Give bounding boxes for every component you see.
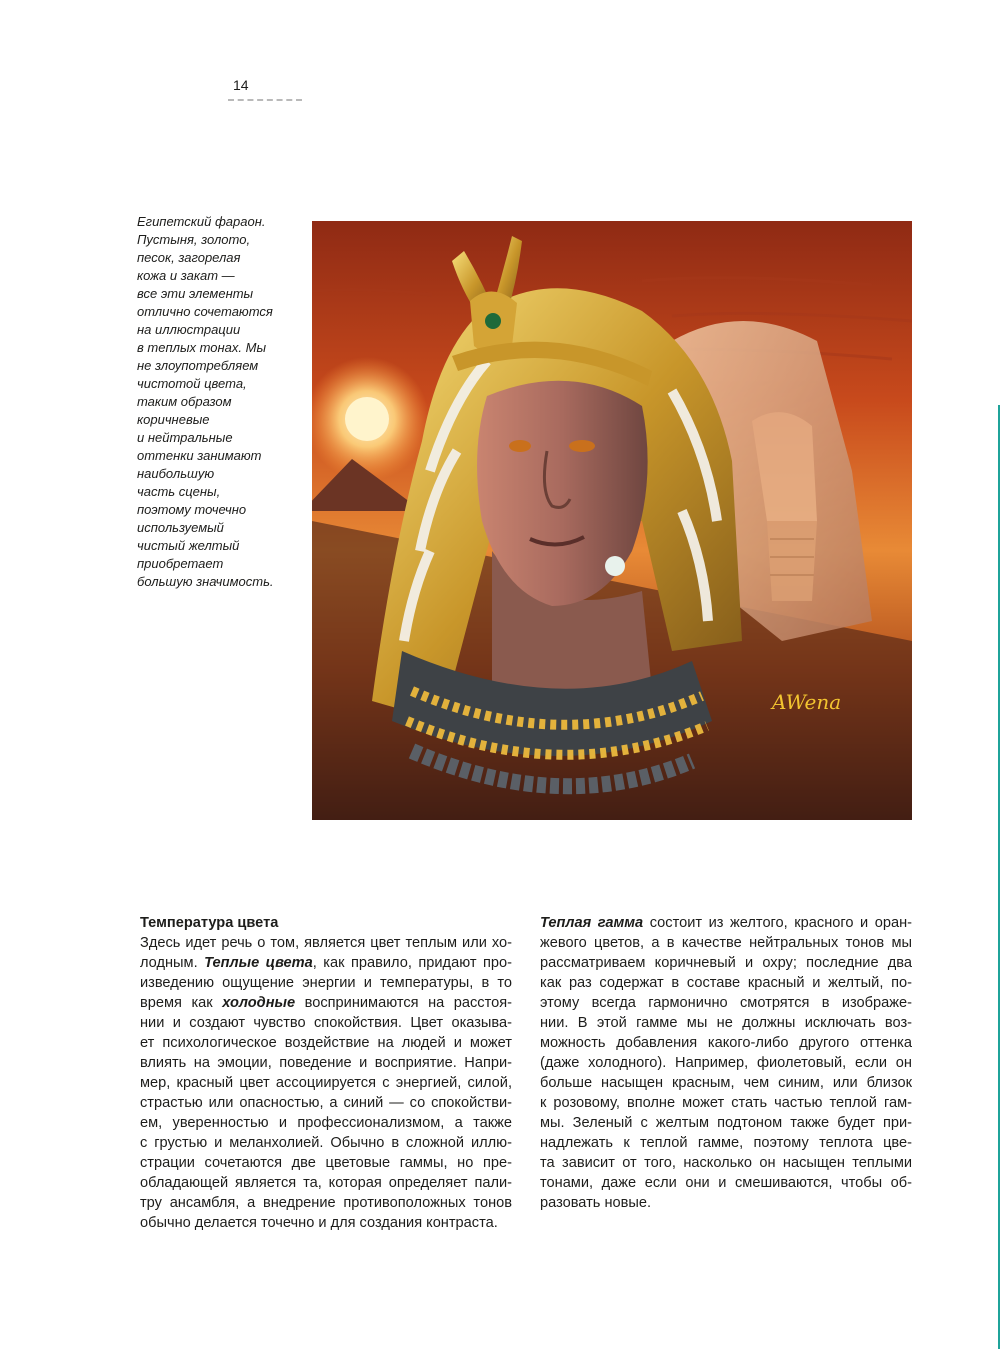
caption-line: песок, загорелая	[137, 250, 241, 265]
text-line: рассматриваем коричневый и охру; последние два	[540, 955, 912, 971]
text-line: можность добавления какого-либо другого оттенка	[540, 1035, 912, 1051]
text-line: мы. Зеленый с желтым подтоном также будет при-	[540, 1115, 912, 1131]
caption-line: Египетский фараон.	[137, 214, 266, 229]
text-line: больше насыщен красным, чем синим, или близок	[540, 1075, 912, 1091]
text-line: надлежать к теплой гамме, поэтому теплота цве-	[540, 1135, 912, 1151]
term-warm-colors: Теплые цвета	[204, 955, 313, 971]
text-line	[140, 993, 512, 1013]
caption-line: часть сцены,	[137, 484, 221, 499]
caption-line: на иллюстрации	[137, 322, 241, 337]
caption-line: кожа и закат —	[137, 268, 235, 283]
text-line	[140, 953, 512, 973]
article-left-column	[140, 913, 512, 1233]
text-line: (даже холодного). Например, фиолетовый, если он	[540, 1055, 912, 1071]
text-line: нии. В этой гамме мы не должны исключать воз-	[540, 1015, 912, 1031]
text-line: как раз содержат в составе красный и желтый, по-	[540, 975, 912, 991]
pharaoh-illustration	[312, 221, 912, 820]
eye-right	[569, 440, 595, 452]
text-line: тру ансамбля, а внедрение противоположных тонов	[140, 1195, 512, 1211]
caption-line: оттенки занимают	[137, 448, 262, 463]
text-line: та зависит от того, насколько он насыщен теплыми	[540, 1155, 912, 1171]
sun-disc	[345, 397, 389, 441]
eye-left	[509, 440, 531, 452]
caption-line: таким образом	[137, 394, 232, 409]
text-fragment: , как правило, придают про-	[312, 955, 512, 971]
caption-line: поэтому точечно	[137, 502, 247, 517]
text-line: тонами, даже если они и смешиваются, чтобы об-	[540, 1175, 912, 1191]
caption-line: приобретает	[137, 556, 224, 571]
text-line: страции сочетаются две цветовые гаммы, но пре-	[140, 1155, 512, 1171]
caption-line: Пустыня, золото,	[137, 232, 251, 247]
caption-line: используемый	[137, 520, 224, 535]
caption-line: коричневые	[137, 412, 210, 427]
text-line: изведению ощущение энергии и температуры, в то	[140, 975, 512, 991]
text-line: ем, уверенностью и профессионализмом, а также	[140, 1115, 512, 1131]
page-number: 14	[233, 77, 249, 93]
caption-line: чистотой цвета,	[137, 376, 247, 391]
text-line: разовать новые.	[540, 1195, 652, 1211]
article-right-column	[540, 913, 912, 1213]
page-number-divider	[228, 99, 302, 101]
caption-line: большую значимость.	[137, 574, 274, 589]
text-line: с грустью и меланхолией. Обычно в сложной иллю-	[140, 1135, 512, 1151]
caption-line: не злоупотребляем	[137, 358, 259, 373]
text-line: влиять на эмоции, поведение и восприятие. Напри-	[140, 1055, 512, 1071]
text-line: этому всегда гармонично смотрятся в изображе-	[540, 995, 912, 1011]
term-cold-colors: холодные	[222, 995, 296, 1011]
caption-line: и нейтральные	[137, 430, 233, 445]
text-fragment: лодным.	[140, 955, 198, 971]
text-fragment: время как	[140, 995, 213, 1011]
text-fragment: воспринимаются на расстоя-	[304, 995, 513, 1011]
term-warm-palette: Теплая гамма	[540, 915, 644, 931]
illustration-caption	[137, 213, 297, 591]
text-line: обладающей является та, которая определяет пали-	[140, 1175, 512, 1191]
caption-line: в теплых тонах. Мы	[137, 340, 267, 355]
caption-line: наибольшую	[137, 466, 215, 481]
text-line: к розовому, вполне может стать частью теплой гам-	[540, 1095, 912, 1111]
text-line: нии и создают чувство спокойствия. Цвет оказыва-	[140, 1015, 512, 1031]
caption-line: все эти элементы	[137, 286, 254, 301]
section-heading: Температура цвета	[140, 915, 279, 931]
text-line: Здесь идет речь о том, является цвет теплым или хо-	[140, 935, 512, 951]
text-line: мер, красный цвет ассоциируется с энергией, силой,	[140, 1075, 512, 1091]
text-line: страстью или опасностью, а синий — со спокойстви-	[140, 1095, 512, 1111]
artist-signature: AWena	[772, 690, 842, 714]
pearl-earring	[605, 556, 625, 576]
text-fragment: состоит из желтого, красного и оран-	[649, 915, 913, 931]
caption-line: чистый желтый	[137, 538, 240, 553]
text-line	[540, 913, 912, 933]
caption-line: отлично сочетаются	[137, 304, 273, 319]
text-line: обычно делается точечно и для создания контраста.	[140, 1215, 498, 1231]
text-line: жевого цветов, а в качестве нейтральных тонов мы	[540, 935, 912, 951]
text-line: ет психологическое воздействие на людей и может	[140, 1035, 512, 1051]
